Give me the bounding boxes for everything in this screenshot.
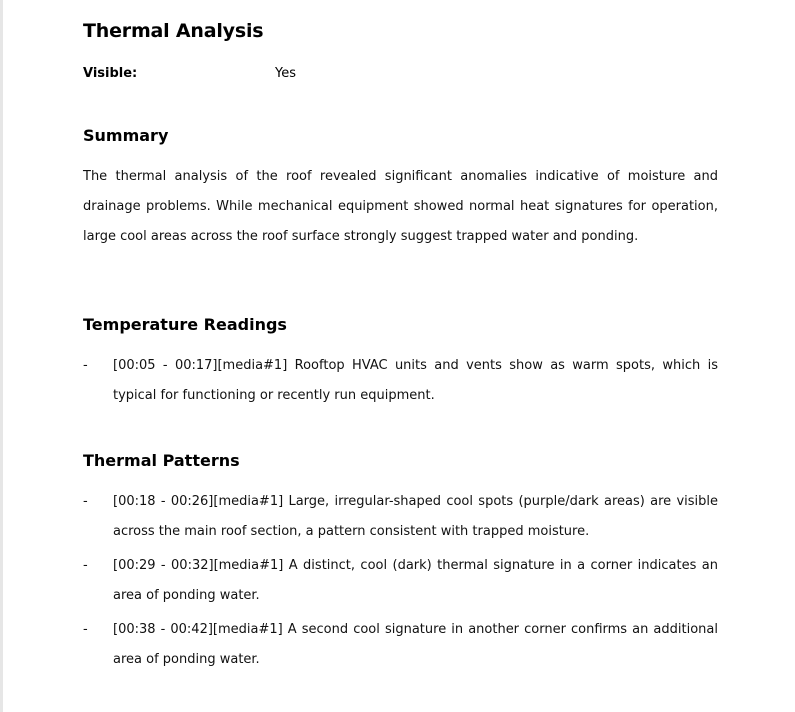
list-item-text: [00:38 - 00:42][media#1] A second cool signature in another corner confirms an additional area of ponding water. [113,622,718,667]
list-item-text: [00:18 - 00:26][media#1] Large, irregular-shaped cool spots (purple/dark areas) are visible across the main roof section, a pattern consistent with trapped moisture. [113,494,718,539]
left-border [0,0,3,712]
temperature-readings-list [83,351,718,415]
list-item [83,615,718,675]
visible-row [83,66,718,84]
visible-value: Yes [275,66,296,81]
temperature-readings-heading: Temperature Readings [83,315,287,334]
visible-label: Visible: [83,66,138,81]
thermal-patterns-list [83,487,718,679]
thermal-patterns-heading: Thermal Patterns [83,451,240,470]
page-title: Thermal Analysis [83,20,264,42]
bullet-marker: - [83,622,88,637]
bullet-marker: - [83,558,88,573]
summary-text: The thermal analysis of the roof revealed significant anomalies indicative of moisture and drainage problems. While mechanical equipment showed normal heat signatures for operation, large cool areas across the roof surface strongly suggest trapped water and ponding. [83,169,718,244]
summary-heading: Summary [83,126,169,145]
bullet-marker: - [83,358,88,373]
list-item [83,487,718,547]
list-item-text: [00:29 - 00:32][media#1] A distinct, cool (dark) thermal signature in a corner indicates an area of ponding water. [113,558,718,603]
bullet-marker: - [83,494,88,509]
list-item [83,351,718,411]
list-item [83,551,718,611]
list-item-text: [00:05 - 00:17][media#1] Rooftop HVAC units and vents show as warm spots, which is typical for functioning or recently run equipment. [113,358,718,403]
